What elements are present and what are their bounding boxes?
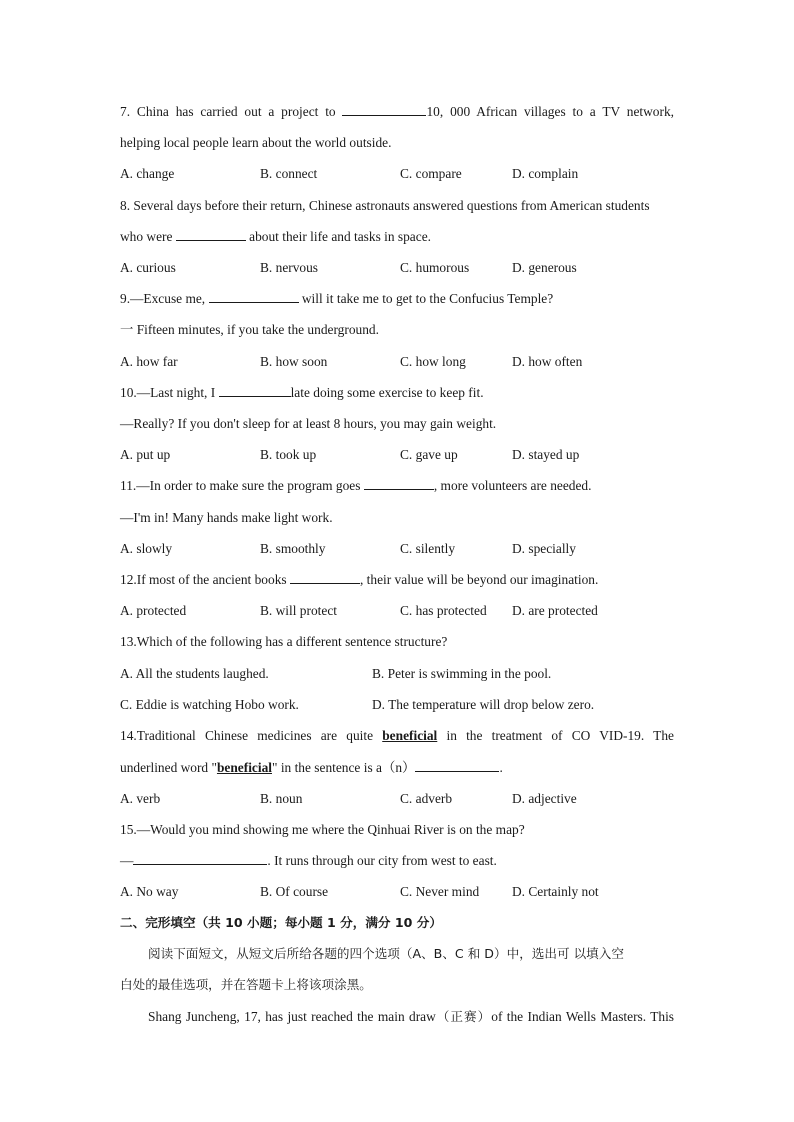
q14-underlined-word-quote: beneficial bbox=[216, 760, 272, 775]
q9-blank bbox=[209, 289, 299, 303]
q15-blank bbox=[133, 851, 267, 865]
q11-text-b: , more volunteers are needed. bbox=[433, 478, 592, 493]
q14-blank bbox=[415, 758, 499, 772]
q14-option-a: A. verb bbox=[120, 791, 161, 806]
q10-option-c: C. gave up bbox=[400, 447, 458, 462]
q11-text-a: 11.—In order to make sure the program goes bbox=[120, 478, 361, 493]
q9-option-a: A. how far bbox=[120, 354, 178, 369]
q10-stem-line2: —Really? If you don't sleep for at least 8 hours, you may gain weight. bbox=[120, 416, 497, 431]
section2-instructions-line2: 白处的最佳选项，并在答题卡上将该项涂黑。 bbox=[120, 977, 372, 992]
q10-option-b: B. took up bbox=[260, 447, 317, 462]
q9-text-a: 9.—Excuse me, bbox=[120, 291, 206, 306]
q7-blank bbox=[342, 102, 426, 116]
q15-option-c: C. Never mind bbox=[400, 884, 480, 899]
q7-option-b: B. connect bbox=[260, 166, 318, 181]
q13-option-c: C. Eddie is watching Hobo work. bbox=[120, 697, 299, 712]
q12-stem-line1 bbox=[120, 570, 674, 590]
q10-stem-line1 bbox=[120, 383, 674, 403]
q13-option-d: D. The temperature will drop below zero. bbox=[372, 697, 595, 712]
q10-text-b: late doing some exercise to keep fit. bbox=[290, 385, 484, 400]
q12-option-c: C. has protected bbox=[400, 603, 487, 618]
q10-option-a: A. put up bbox=[120, 447, 171, 462]
q14-text-b: in the treatment of CO VID-19. The bbox=[446, 728, 674, 743]
q12-text-b: , their value will be beyond our imagination. bbox=[359, 572, 599, 587]
passage-text-cn: （正赛） bbox=[435, 1009, 492, 1024]
q14-text-d: " in the sentence is a（n） bbox=[272, 760, 416, 775]
passage-line1 bbox=[148, 1007, 674, 1027]
q12-blank bbox=[290, 570, 360, 584]
q9-option-b: B. how soon bbox=[260, 354, 328, 369]
q14-text-c: underlined word " bbox=[120, 760, 217, 775]
q11-option-a: A. slowly bbox=[120, 541, 173, 556]
q14-stem-line2 bbox=[120, 758, 674, 778]
q15-option-a: A. No way bbox=[120, 884, 179, 899]
q12-option-a: A. protected bbox=[120, 603, 187, 618]
q11-stem-line2: —I'm in! Many hands make light work. bbox=[120, 510, 333, 525]
q12-option-d: D. are protected bbox=[512, 603, 598, 618]
q14-stem-line1 bbox=[120, 726, 674, 746]
q11-option-b: B. smoothly bbox=[260, 541, 326, 556]
q9-option-c: C. how long bbox=[400, 354, 466, 369]
q14-text-e: . bbox=[499, 760, 503, 775]
q8-stem-line1: 8. Several days before their return, Chinese astronauts answered questions from American students bbox=[120, 198, 650, 213]
q15-stem-line2 bbox=[120, 851, 674, 871]
q10-blank bbox=[219, 383, 291, 397]
q8-option-c: C. humorous bbox=[400, 260, 470, 275]
q15-text-a: — bbox=[120, 853, 134, 868]
q10-option-d: D. stayed up bbox=[512, 447, 580, 462]
q11-blank bbox=[364, 476, 434, 490]
section2-heading: 二、完形填空（共 10 小题；每小题 1 分，满分 10 分） bbox=[120, 915, 442, 930]
q8-text-b: about their life and tasks in space. bbox=[249, 229, 431, 244]
q14-underlined-word: beneficial bbox=[382, 728, 438, 743]
q13-option-b: B. Peter is swimming in the pool. bbox=[372, 666, 552, 681]
q8-stem-line2 bbox=[120, 227, 674, 247]
q9-option-d: D. how often bbox=[512, 354, 583, 369]
section2-instructions-line1: 阅读下面短文，从短文后所给各题的四个选项（A、B、C 和 D）中，选出可 以填入空 bbox=[148, 946, 624, 961]
q9-stem-line2: 一 Fifteen minutes, if you take the underground. bbox=[120, 322, 379, 337]
q9-stem-line1 bbox=[120, 289, 674, 309]
q15-option-b: B. Of course bbox=[260, 884, 329, 899]
q13-stem-line1: 13.Which of the following has a different sentence structure? bbox=[120, 634, 448, 649]
passage-text-a: Shang Juncheng, 17, has just reached the main draw bbox=[148, 1009, 436, 1024]
q7-stem-line1 bbox=[120, 102, 674, 122]
q7-option-a: A. change bbox=[120, 166, 175, 181]
q11-option-d: D. specially bbox=[512, 541, 576, 556]
q8-option-a: A. curious bbox=[120, 260, 176, 275]
q13-option-a: A. All the students laughed. bbox=[120, 666, 269, 681]
q7-option-c: C. compare bbox=[400, 166, 462, 181]
passage-text-b: of the Indian Wells Masters. This bbox=[491, 1009, 675, 1024]
q14-option-d: D. adjective bbox=[512, 791, 577, 806]
q15-stem-line1: 15.—Would you mind showing me where the Qinhuai River is on the map? bbox=[120, 822, 525, 837]
q14-option-c: C. adverb bbox=[400, 791, 453, 806]
q7-option-d: D. complain bbox=[512, 166, 579, 181]
q7-text-b: 10, 000 African villages to a TV network, bbox=[426, 104, 674, 119]
q11-option-c: C. silently bbox=[400, 541, 456, 556]
q8-option-d: D. generous bbox=[512, 260, 577, 275]
q15-text-b: . It runs through our city from west to east. bbox=[267, 853, 497, 868]
q7-text-a: 7. China has carried out a project to bbox=[120, 104, 336, 119]
q8-blank bbox=[176, 227, 246, 241]
q14-option-b: B. noun bbox=[260, 791, 303, 806]
q15-option-d: D. Certainly not bbox=[512, 884, 599, 899]
q8-option-b: B. nervous bbox=[260, 260, 319, 275]
q9-text-b: will it take me to get to the Confucius Temple? bbox=[301, 291, 554, 306]
q12-option-b: B. will protect bbox=[260, 603, 337, 618]
q8-text-a: who were bbox=[120, 229, 173, 244]
q12-text-a: 12.If most of the ancient books bbox=[120, 572, 287, 587]
q7-stem-line2: helping local people learn about the world outside. bbox=[120, 135, 392, 150]
q10-text-a: 10.—Last night, I bbox=[120, 385, 216, 400]
q11-stem-line1 bbox=[120, 476, 674, 496]
q14-text-a: 14.Traditional Chinese medicines are quite bbox=[120, 728, 374, 743]
